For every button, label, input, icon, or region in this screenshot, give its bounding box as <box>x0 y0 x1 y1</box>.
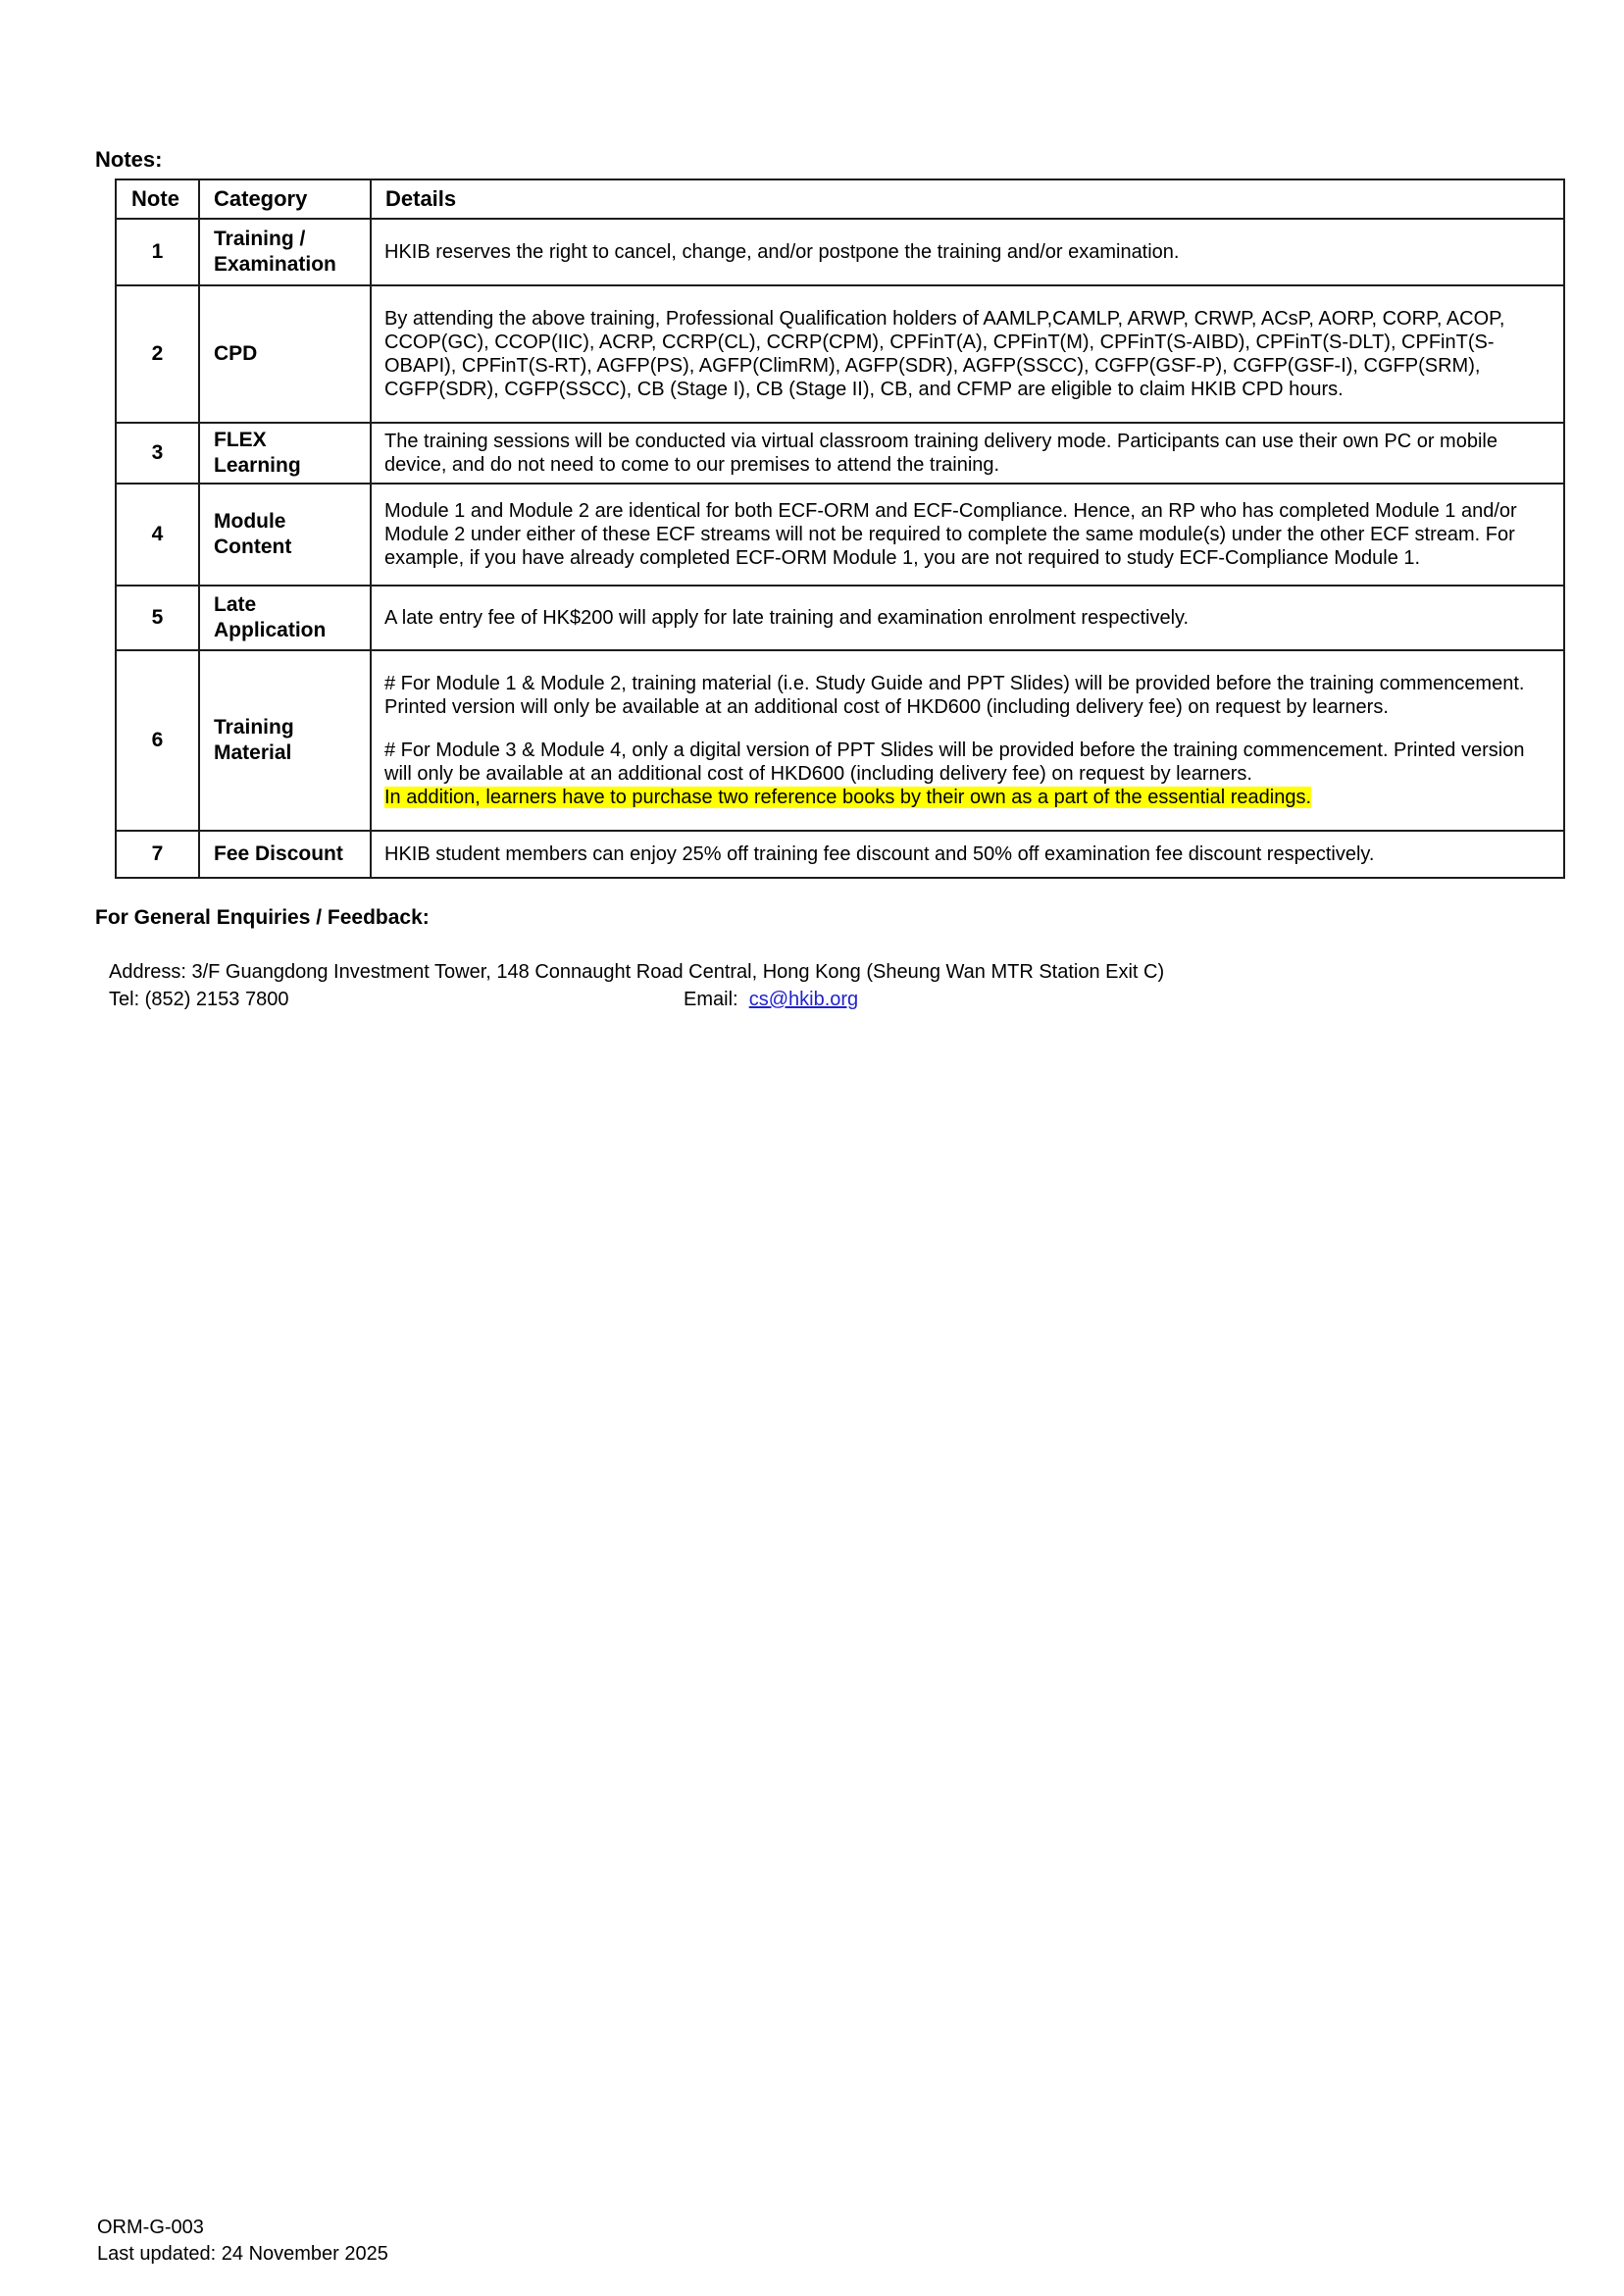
details-paragraph: A late entry fee of HK$200 will apply for late training and examination enrolment respectively. <box>384 607 1190 629</box>
telephone: Tel: (852) 2153 7800 <box>109 989 289 1010</box>
note-number-cell: 1 <box>116 219 199 285</box>
notes-heading: Notes: <box>95 147 163 172</box>
category-cell: Training / Examination <box>199 219 371 285</box>
table-row <box>116 831 1564 878</box>
enquiries-heading: For General Enquiries / Feedback: <box>95 906 430 929</box>
details-cell <box>371 285 1564 423</box>
details-paragraph: HKIB student members can enjoy 25% off training fee discount and 50% off examination fee discount respectively. <box>384 843 1375 865</box>
note-number-cell: 4 <box>116 484 199 586</box>
details-cell <box>371 219 1564 285</box>
email-link[interactable]: cs@hkib.org <box>748 989 859 1010</box>
details-paragraph-highlighted: In addition, learners have to purchase two reference books by their own as a part of the essential readings. <box>384 787 1311 808</box>
details-cell <box>371 650 1564 831</box>
enquiries-block <box>109 958 1482 1013</box>
details-paragraph: Module 1 and Module 2 are identical for both ECF-ORM and ECF-Compliance. Hence, an RP who has completed Module 1 and/or Module 2 under either of these ECF streams will not be required to complete the same module(s) under the other ECF stream. For example, if you have already completed ECF-ORM Module 1, you are not required to study ECF-Compliance Module 1. <box>384 500 1517 569</box>
details-cell <box>371 831 1564 878</box>
email-label: Email: <box>684 989 738 1010</box>
note-number-cell: 5 <box>116 586 199 650</box>
table-row <box>116 650 1564 831</box>
table-row <box>116 586 1564 650</box>
note-number-cell: 2 <box>116 285 199 423</box>
tel-email-line <box>109 986 1482 1013</box>
details-paragraph: HKIB reserves the right to cancel, change, and/or postpone the training and/or examination. <box>384 241 1180 263</box>
address-line: Address: 3/F Guangdong Investment Tower, 148 Connaught Road Central, Hong Kong (Sheung Wan MTR Station Exit C) <box>109 961 1165 983</box>
details-paragraph <box>384 719 1553 739</box>
header-category: Category <box>199 179 371 219</box>
last-updated: Last updated: 24 November 2025 <box>97 2243 388 2265</box>
note-number-cell: 3 <box>116 423 199 484</box>
category-cell: Fee Discount <box>199 831 371 878</box>
notes-table <box>115 179 1565 879</box>
document-code: ORM-G-003 <box>97 2217 204 2238</box>
details-paragraph: # For Module 3 & Module 4, only a digital version of PPT Slides will be provided before the training commencement. Printed version will only be available at an additional cost of HKD600 (including delivery fee) on request by learners. <box>384 740 1525 785</box>
header-details: Details <box>371 179 1564 219</box>
table-row <box>116 423 1564 484</box>
table-row <box>116 219 1564 285</box>
table-header-row <box>116 179 1564 219</box>
note-number-cell: 6 <box>116 650 199 831</box>
details-paragraph: # For Module 1 & Module 2, training material (i.e. Study Guide and PPT Slides) will be provided before the training commencement. Printed version will only be available at an additional cost of HKD600 (including delivery fee) on request by learners. <box>384 673 1525 718</box>
note-number-cell: 7 <box>116 831 199 878</box>
details-cell <box>371 586 1564 650</box>
details-paragraph: The training sessions will be conducted via virtual classroom training delivery mode. Participants can use their own PC or mobile device, and do not need to come to our premises to attend the training. <box>384 431 1497 476</box>
category-cell: FLEX Learning <box>199 423 371 484</box>
document-footer <box>97 2215 388 2268</box>
table-row <box>116 285 1564 423</box>
details-paragraph: By attending the above training, Professional Qualification holders of AAMLP,CAMLP, ARWP, CRWP, ACsP, AORP, CORP, ACOP, CCOP(GC), CCOP(IIC), ACRP, CCRP(CL), CCRP(CPM), CPFinT(A), CPFinT(M), CPFinT(S-AIBD), CPFinT(S-DLT), CPFinT(S-OBAPI), CPFinT(S-RT), AGFP(PS), AGFP(ClimRM), AGFP(SDR), AGFP(SSCC), CGFP(GSF-P), CGFP(GSF-I), CGFP(SRM), CGFP(SDR), CGFP(SSCC), CB (Stage I), CB (Stage II), CB, and CFMP are eligible to claim HKIB CPD hours. <box>384 308 1505 400</box>
details-cell <box>371 484 1564 586</box>
category-cell: Late Application <box>199 586 371 650</box>
category-cell: Training Material <box>199 650 371 831</box>
header-note: Note <box>116 179 199 219</box>
details-cell <box>371 423 1564 484</box>
email-row <box>684 986 858 1013</box>
table-row <box>116 484 1564 586</box>
category-cell: Module Content <box>199 484 371 586</box>
category-cell: CPD <box>199 285 371 423</box>
